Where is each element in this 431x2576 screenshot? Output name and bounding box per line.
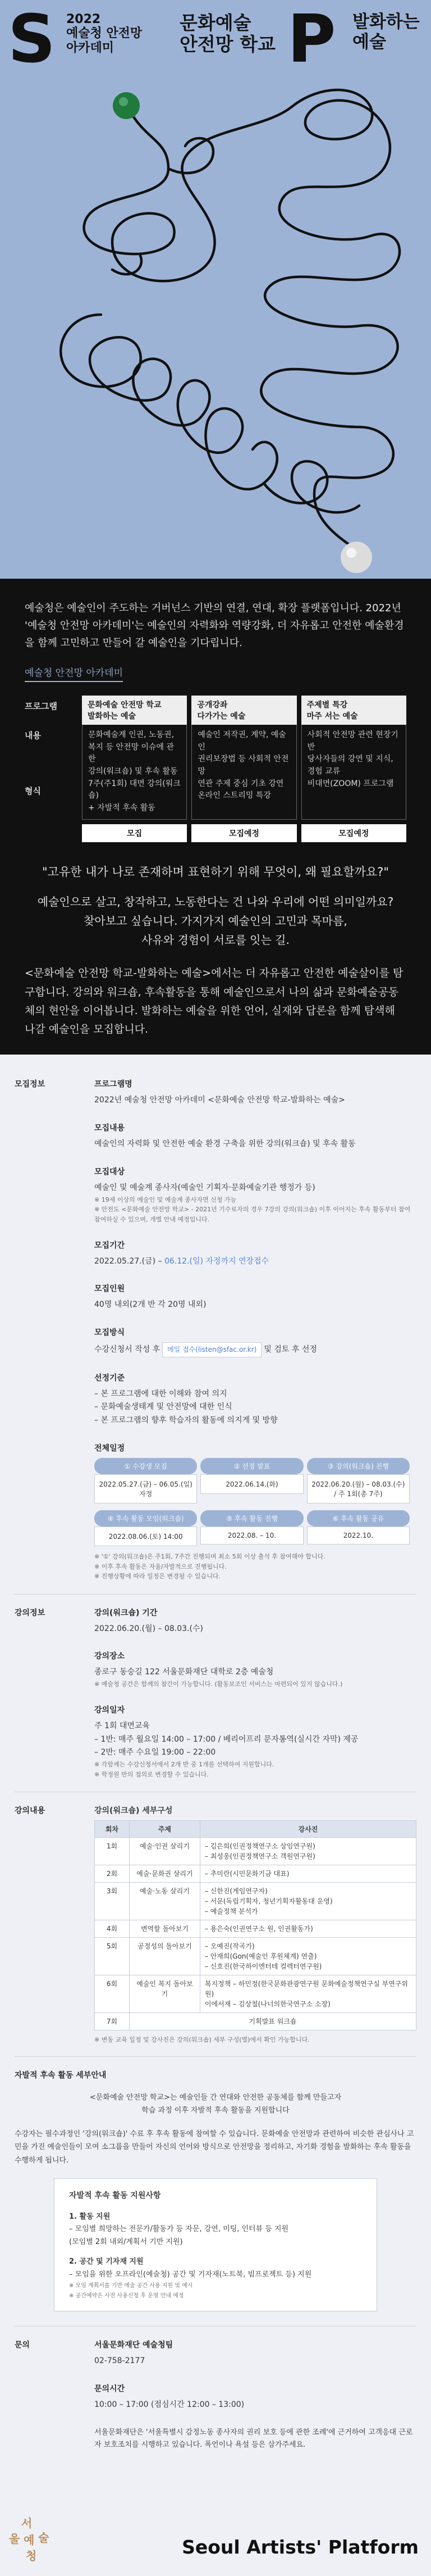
lecture-section: 강의정보 강의(워크숍) 기간 2022.06.20.(월) – 08.03.(수) 강의장소 종로구 동숭길 122 서울문화재단 대학로 2층 예술청 ※ 예술청 공간은 함께의 참간이 가능합니다. (활동보조인 서비스는 마련되어 있지 않습니다.) 강의일자 주 1회 대면교육 – 1반: 매주 월요일 14:00 – 17:00 / 베리어프리 문자통역(실시간 자막) 제공 – 2반: 매주 수요일 19:00 – 22:00 ※ 각함께는 수강신청서에서 2개 반 중 1개를 선택하여 지원합니다. ※ 학정원 반의 접의로 변경할 수 있습니다. (15, 1594, 416, 1793)
timeline-step: ④ 후속 활동 모임(워크숍) (94, 1510, 197, 1526)
hero-art-title: 발화하는 예술 (352, 12, 420, 52)
table-row: 6회 예술인 복지 돌아보기 복지정책 – 하민정(한국문화관광연구원 문화예술정책연구실 부연구위원) 이에서재 – 김상철(나너의한국연구소 소장) (95, 1975, 416, 2013)
seoul-artists-platform-logo: 서 울 예 술 청 (9, 2516, 49, 2563)
timeline-step: ② 선정 발표 (200, 1458, 303, 1474)
table-row: 7회 기획발표 워크숍 (95, 2013, 416, 2030)
table-row: 5회 공정성의 돌아보기 – 오예진(작곡가) – 안재희(Gon(예술인 후원체계) 연출) – 신호진(한국하이엔터테 컬렉터연구원) (95, 1938, 416, 1975)
program-2-status: 모집예정 (191, 824, 296, 842)
timeline-step: ⑤ 후속 활동 진행 (200, 1510, 303, 1526)
recruit-section: 모집정보 프로그램명 2022년 예술청 안전망 아카데미 <문화예술 안전망 학교-발화하는 예술> 모집내용 예술인의 자력화 및 안전한 예술 환경 구축을 위한 강의(워크숍) 및 후속 활동 모집대상 예술인 및 예술계 종사자(예술인 기획자·문화예술기관 행정가 등) ※ 19세 이상의 예술인 및 예술계 종사자면 신청 가능 ※ 안전도 <문화예술 안전망 학교> - 2021년 기수료자의 경우 7강의 강의(워크숍) 이후 이어지는 후속 활동부터 참여 참여하실 수 있으며, 개별 안내 예정입니다. 모집기간 2022.05.27.(금) – 06.12.(일) 자정까지 연장접수 모집인원 40명 내외(2개 반 각 20명 내외) 모집방식 수강신청서 작성 후 메일 접수(listen@sfac.or.kr) 및 검토 후 선정 선정기준 – 본 프로그램에 대한 이해와 참여 의지 – 문화예술생태계 및 안전망에 대한 인식 – 본 프로그램의 향후 학습자의 활동에 의지게 및 방향 전체일정 ① 수강생 모집 ② 선정 발표 ③ 강의(워크숍) 진행 2022.05.27.(금) – 06.05.(일) 자정 2022.06.14.(화) 2022.06.20.(월) – 08.03.(수) / 주 1회(총 7주) ④ 후속 활동 모임(워크숍) ⑤ 후속 활동 진행 ⑥ 후속 활동 공유 2022.08.06.(토) 14:00 2022.08. – 10. 2022.10. ※ '①' 강의(워크숍)은 주1회, 7주간 진행되며 최소 5회 이상 출석 후 참여해야 합니다. ※ 이후 후속 활동은 자율/자발적으로 진행됩니다. ※ 진행상황에 따라 일정은 변경될 수 있습니다. (15, 1066, 416, 1594)
intro-lead: 예술청은 예술인이 주도하는 거버넌스 기반의 연결, 연대, 확장 플랫폼입니다. 2022년 '예술청 안전망 아카데미'는 예술인의 자력화와 역량강화, 더 자유롭고 안전한 예술환경을 함께 고민하고 만들어 갈 예술인을 기다립니다. (25, 602, 404, 649)
phone-number[interactable]: 02-758-2177 (94, 2356, 145, 2366)
schedule-timeline: ① 수강생 모집 ② 선정 발표 ③ 강의(워크숍) 진행 2022.05.27.(금) – 06.05.(일) 자정 2022.06.14.(화) 2022.06.20.(월) – 08.03.(수) / 주 1회(총 7주) ④ 후속 활동 모임(워크숍) ⑤ 후속 활동 진행 ⑥ 후속 활동 공유 2022.08.06.(토) 14:00 2022.08. – 10. 2022.10. (91, 1458, 413, 1546)
program-table (25, 696, 406, 842)
table-row: 2회 예술·문화권 살리기 – 추미란(시민문화기금 대표) (95, 1865, 416, 1883)
content-label: 내용 형식 (25, 730, 41, 796)
table-row: 1회 예술·인권 살리기 – 김은희(인권정책연구소 상임연구원) – 최성웅(인권정책연구소 객원연구원) (95, 1838, 416, 1865)
program-1-status: 모집 (82, 824, 187, 842)
program-3-body: 사회적 안전망 관련 현장기반 당사자들의 강연 및 지식, 경험 교류 비대면(ZOOM) 프로그램 (301, 725, 406, 820)
hero-academy-title: 2022 예술청 안전망 아카데미 (66, 12, 143, 55)
program-2-head: 공개강좌 다가가는 예술 (191, 696, 296, 725)
white-ball (341, 542, 372, 573)
recruit-label: 모집정보 (15, 1080, 45, 1089)
program-1-head: 문화예술 안전망 학교 발화하는 예술 (82, 696, 187, 725)
intro-body: <문화예술 안전망 학교-발화하는 예술>에서는 더 자유롭고 안전한 예술살이를 탐구합니다. 강의와 워크숍, 후속활동을 통해 예술인으로서 나의 삶과 문화예술공동체의 현안을 이어봅니다. 발화하는 예술을 위한 언어, 실재와 답론을 함께 탐색해 나갈 예술인을 모집합니다. (25, 967, 404, 1036)
intro-section (0, 579, 431, 1055)
program-3-status: 모집예정 (301, 824, 406, 842)
intro-quote: "고유한 내가 나로 존재하며 표현하기 위해 무엇이, 왜 필요할까요?" 예술인으로 살고, 창작하고, 노동한다는 건 나와 우리에 어떤 의미일까요? 찾아보고 싶습니다. 가지가지 예술인의 고민과 목마름, 사유와 경험이 서로를 잇는 길. (37, 865, 394, 947)
academy-subtitle: 예술청 안전망 아카데미 (25, 665, 123, 682)
hero-school-title: 문화예술 안전망 학교 (180, 12, 276, 55)
table-row: 3회 예술·노동 살리기 – 신한진(게임연구자) – 서문(독립기획자, 청년기획자활동대 운영) – 예술정책 분석가 (95, 1883, 416, 1920)
spiral-line-art (0, 0, 431, 579)
hero-letter-p: P (287, 0, 336, 78)
brand-name: Seoul Artists' Platform (182, 2536, 419, 2559)
footer (0, 2464, 431, 2576)
email-link[interactable]: 메일 접수(listen@sfac.or.kr) (162, 1342, 262, 1357)
timeline-step: ⑥ 후속 활동 공유 (307, 1510, 410, 1526)
contact-section: 문의 서울문화재단 예술청팀 02-758-2177 문의시간 10:00 – 17:00 (점심시간 12:00 – 13:00) 서울문화재단은 '서울특별시 감정노동 종사자의 권리 보호 등에 관한 조례'에 근거하여 고객응대 근로자 보호조치를 시행하고 있습니다. 폭언이나 욕설 등은 삼가주세요. (15, 2327, 416, 2464)
hero-poster (0, 0, 431, 579)
timeline-step: ① 수강생 모집 (94, 1458, 197, 1474)
info-section (0, 1055, 431, 2464)
timeline-step: ③ 강의(워크숍) 진행 (307, 1458, 410, 1474)
curriculum-table: 회차 주제 강사진 1회 예술·인권 살리기 – 김은희(인권정책연구소 상임연구원) – 최성웅(인권정책연구소 객원연구원) 2회 예술·문화권 살리기 – 추미란(시민문화기금 대표) 3회 예술·노동 살리기 – 신한진(게임연구자) – 서문(독립기획자, 청년기획자활동대 운영) – 예술정책 분석가 4회 변역할 돌아보기 – 용은숙(인권연구소 원, 인권활동가) 5회 공정성의 돌아보기 – 오예진(작곡가) – 안재희(Gon(예술인 후원체계) 연출) – 신호진(한국하이엔터테 컬렉터연구원) 6회 예술인 복지 돌아보기 복지정책 – 하민정(한국문화관광연구원 문화예술정책연구실 부연구위원) 이에서재 – 김상철(나너의한국연구소 소장) 7회 기획발표 워크숍 (94, 1820, 416, 2030)
program-1-body: 문화예술계 인권, 노동권, 복지 등 안전망 이슈에 관한 강의(워크숍) 및 후속 활동 7주(주1회) 대면 강의(워크숍) + 자발적 후속 활동 (82, 725, 187, 820)
program-label: 프로그램 (25, 701, 57, 711)
program-3-head: 주제별 특강 마주 서는 예술 (301, 696, 406, 725)
followup-section: 자발적 후속 활동 세부안내 <문화예술 안전망 학교>는 예술인들 간 연대와 안전한 공동체를 함께 만들고자 학습 과정 이후 자발적 후속 활동을 지원합니다 수강자는 필수과정인 '강의(워크숍)' 수료 후 후속 활동에 참여할 수 있습니다. 문화예술 안전망과 관련하여 비슷한 관심사나 고민을 가진 예술인들이 모여 소그룹을 만들어 자신의 언어와 방식으로 안전망을 정리하고, 자기화 경험을 발화하는 후속 활동을 수행하게 됩니다. 자발적 후속 활동 지원사항 1. 활동 지원 – 모임별 희망하는 전문가/활동가 등 자문, 강연, 미팅, 인터뷰 등 지원 (모임별 2회 내외/계획서 기반 지원) 2. 공간 및 기자재 지원 – 모임을 위한 오프라인(예술청) 공간 및 기자재(노트북, 빔프로젝트 등) 지원 ※ 모임 계획서를 기반 예술 공간 사용 지원 및 예시 ※ 공간예약은 사전 사용신청 후 운영 안내 예정 (15, 2057, 416, 2327)
program-2-body: 예술인 저작권, 계약, 예술인 권리보장법 등 사회적 안전망 연관 주제 중심 기초 강연 온라인 스트리밍 특강 (191, 725, 296, 820)
green-ball (113, 92, 140, 119)
hero-letter-s: S (8, 0, 56, 78)
table-row: 4회 변역할 돌아보기 – 용은숙(인권연구소 원, 인권활동가) (95, 1920, 416, 1938)
support-box: 자발적 후속 활동 지원사항 1. 활동 지원 – 모임별 희망하는 전문가/활동가 등 자문, 강연, 미팅, 인터뷰 등 지원 (모임별 2회 내외/계획서 기반 지원) 2. 공간 및 기자재 지원 – 모임을 위한 오프라인(예술청) 공간 및 기자재(노트북, 빔프로젝트 등) 지원 ※ 모임 계획서를 기반 예술 공간 사용 지원 및 예시 ※ 공간예약은 사전 사용신청 후 운영 안내 예정 (54, 2178, 377, 2311)
curriculum-section: 강의내용 강의(워크숍) 세부구성 회차 주제 강사진 1회 예술·인권 살리기 – 김은희(인권정책연구소 상임연구원) – 최성웅(인권정책연구소 객원연구원) 2회 예술·문화권 살리기 – 추미란(시민문화기금 대표) 3회 예술·노동 살리기 – 신한진(게임연구자) – 서문(독립기획자, 청년기획자활동대 운영) – 예술정책 분석가 4회 변역할 돌아보기 – 용은숙(인권연구소 원, 인권활동가) 5회 공정성의 돌아보기 – 오예진(작곡가) – 안재희(Gon(예술인 후원체계) 연출) – 신호진(한국하이엔터테 컬렉터연구원) 6회 예술인 복지 돌아보기 복지정책 – 하민정(한국문화관광연구원 문화예술정책연구실 부연구위원) 이에서재 – 김상철(나너의한국연구소 소장) 7회 기획발표 워크숍 ※ 변동 교육 일정 및 강사진은 강의(워크숍) 세부 구성(별)에서 확인 가능합니다. (15, 1792, 416, 2057)
